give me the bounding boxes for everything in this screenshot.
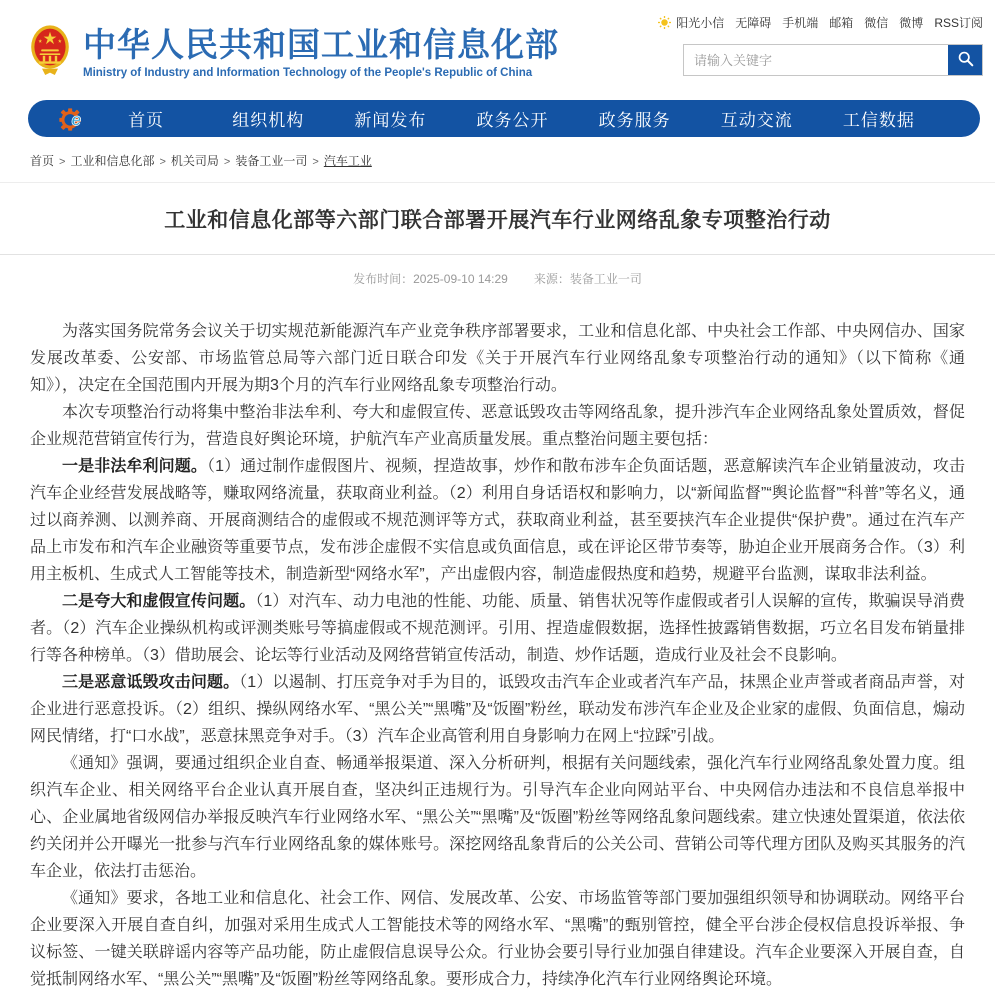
nav-item-gov-service[interactable]: 政务服务 [598,111,671,130]
article-body [30,318,965,993]
site-title-block [83,27,559,79]
article-paragraph-6: 《通知》强调，要通过组织企业自查、畅通举报渠道、深入分析研判，根据有关问题线索，强化汽车行业网络乱象处置力度。组织汽车企业、相关网络平台企业认真开展自查，坚决纠正违规行为。引导汽车企业向网站平台、中央网信办违法和不良信息举报中心、企业属地省级网信办举报反映汽车行业网络水军、“黑公关”“黑嘴”及“饭圈”粉丝等网络乱象问题线索。建立快速处置渠道，依法依约关闭并公开曝光一批参与汽车行业网络乱象的媒体账号。深挖网络乱象背后的公关公司、营销公司等代理方团队及购买其服务的汽车企业，依法打击惩治。 [30,755,965,880]
page-title: 工业和信息化部等六部门联合部署开展汽车行业网络乱象专项整治行动 [164,209,831,232]
svg-text:e: e [71,109,82,130]
quick-link-accessibility[interactable]: 无障碍 [735,16,772,30]
breadcrumb-item-1[interactable]: 工业和信息化部 [70,154,155,168]
site-subtitle: Ministry of Industry and Information Technology of the People's Republic of China [83,67,533,80]
source-label: 来源： [533,272,570,286]
title-divider [0,254,995,255]
publish-time: 2025-09-10 14:29 [413,272,508,286]
article-paragraph-5: 三是恶意诋毁攻击问题。（1）以遏制、打压竞争对手为目的，诋毁攻击汽车企业或者汽车产品，抹黑企业声誉或者商品声誉，对企业进行恶意投诉。（2）组织、操纵网络水军、“黑公关”“黑嘴”及“饭圈”粉丝，联动发布涉汽车企业及企业家的虚假、负面信息，煽动网民情绪，打“口水战”，恶意抹黑竞争对手。（3）汽车企业高管利用自身影响力在网上“拉踩”引战。 [30,674,965,745]
nav-items [85,106,940,131]
site-title: 中华人民共和国工业和信息化部 [83,25,559,63]
nav-item-gov-disclosure[interactable]: 政务公开 [476,111,549,130]
quick-link-sunshine-assistant[interactable]: 阳光小信 [676,16,725,30]
breadcrumb-separator: > [312,156,319,168]
article-paragraph-7: 《通知》要求，各地工业和信息化、社会工作、网信、发展改革、公安、市场监管等部门要加强组织领导和协调联动。网络平台企业要深入开展自查自纠，加强对采用生成式人工智能技术等的网络水军、“黑嘴”的甄别管控，健全平台涉企侵权信息投诉举报、争议标签、一键关联辟谣内容等产品功能，防止虚假信息误导公众。行业协会要引导行业加强自律建设。汽车企业要深入开展自查，自觉抵制网络水军、“黑公关”“黑嘴”及“饭圈”粉丝等网络乱象。要形成合力，持续净化汽车行业网络舆论环境。 [30,890,965,988]
article-paragraph-2: 本次专项整治行动将集中整治非法牟利、夸大和虚假宣传、恶意诋毁攻击等网络乱象，提升涉汽车企业网络乱象处置质效，督促企业规范营销宣传行为，营造良好舆论环境，护航汽车产业高质量发展。重点整治问题主要包括： [30,404,965,448]
search-icon [957,50,974,70]
breadcrumb-separator: > [223,156,231,168]
site-header [0,0,995,96]
national-emblem [30,24,70,83]
search-bar [683,44,983,76]
nav-item-miit-data[interactable]: 工信数据 [842,111,915,130]
breadcrumb [30,152,995,169]
breadcrumb-item-0[interactable]: 首页 [30,154,55,168]
nav-item-interaction[interactable]: 互动交流 [720,111,793,130]
miit-gear-logo-icon [58,105,85,132]
search-input[interactable] [684,45,948,75]
article-paragraph-4: 二是夸大和虚假宣传问题。（1）对汽车、动力电池的性能、功能、质量、销售状况等作虚假或者引人误解的宣传，欺骗误导消费者。（2）汽车企业操纵机构或评测类账号等搞虚假或不规范测评。引用、捏造虚假数据，选择性披露销售数据，巧立名目发布销量排行等各种榜单。（3）借助展会、论坛等行业活动及网络营销宣传活动，制造、炒作话题，造成行业及社会不良影响。 [30,593,965,664]
breadcrumb-item-3[interactable]: 装备工业一司 [235,154,308,168]
paragraph-lead: 一是非法牟利问题。 [62,458,207,475]
nav-item-organization[interactable]: 组织机构 [232,111,305,130]
search-button[interactable] [948,45,982,75]
quick-links [676,14,983,31]
article-paragraph-3: 一是非法牟利问题。（1）通过制作虚假图片、视频，捏造故事，炒作和散布涉车企负面话题，恶意解读汽车企业销量波动，攻击汽车企业经营发展战略等，赚取网络流量，获取商业利益。（2）利用自身话语权和影响力，以“新闻监督”“舆论监督”“科普”等名义，通过以商养测、以测养商、开展商测结合的虚假或不规范测评等方式，获取商业利益，甚至要挟汽车企业提供“保护费”。通过在汽车产品上市发布和汽车企业融资等重要节点，发布涉企虚假不实信息或负面信息，或在评论区带节奏等，胁迫企业开展商务合作。（3）利用主板机、生成式人工智能等技术，制造新型“网络水军”，产出虚假内容，制造虚假热度和趋势，规避平台监测，谋取非法利益。 [30,458,965,583]
breadcrumb-item-2[interactable]: 机关司局 [170,154,219,168]
header-divider [0,182,995,183]
source-value: 装备工业一司 [569,272,642,286]
nav-item-home[interactable]: 首页 [128,111,165,130]
publish-time-label: 发布时间： [353,272,414,286]
quick-link-wechat[interactable]: 微信 [864,16,889,30]
site-brand [30,10,559,96]
quick-link-mobile[interactable]: 手机端 [782,16,819,30]
quick-link-weibo[interactable]: 微博 [899,16,924,30]
paragraph-lead: 三是恶意诋毁攻击问题。 [62,674,240,691]
article-meta [0,270,995,287]
nav-item-news[interactable]: 新闻发布 [354,111,427,130]
breadcrumb-item-4[interactable]: 汽车工业 [323,154,372,168]
article-paragraph-1: 为落实国务院常务会议关于切实规范新能源汽车产业竞争秩序部署要求，工业和信息化部、中央社会工作部、中央网信办、国家发展改革委、公安部、市场监管总局等六部门近日联合印发《关于开展汽车行业网络乱象专项整治行动的通知》（以下简称《通知》），决定在全国范围内开展为期3个月的汽车行业网络乱象专项整治行动。 [30,323,965,394]
header-utilities [676,14,983,96]
main-nav [28,100,980,137]
quick-link-rss[interactable]: RSS订阅 [934,16,983,30]
breadcrumb-separator: > [59,156,66,168]
sunshine-assistant-icon [658,16,671,29]
breadcrumb-separator: > [159,156,166,168]
quick-link-mail[interactable]: 邮箱 [829,16,854,30]
paragraph-lead: 二是夸大和虚假宣传问题。 [62,593,256,610]
